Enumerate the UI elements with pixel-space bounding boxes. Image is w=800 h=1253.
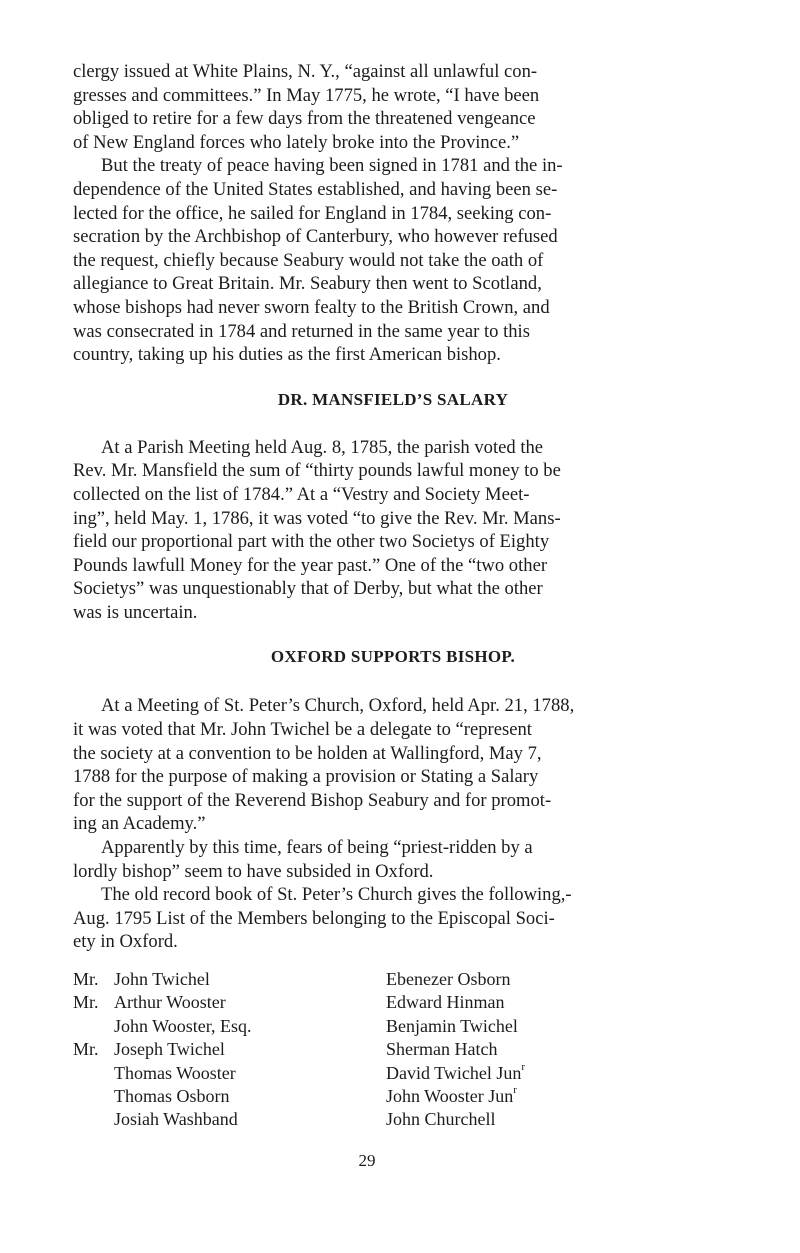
page-number: 29 bbox=[358, 1151, 376, 1170]
text-line: ety in Oxford. bbox=[73, 931, 178, 953]
book-page bbox=[73, 60, 713, 1138]
paragraph-seabury-consecration bbox=[73, 154, 713, 366]
member-name: John Wooster, Esq. bbox=[114, 1015, 252, 1036]
member-list bbox=[73, 968, 713, 1138]
member-title: Mr. bbox=[73, 969, 99, 989]
member-title: Mr. bbox=[73, 1039, 99, 1060]
paragraph-seabury-clergy bbox=[73, 60, 713, 154]
member-entry bbox=[386, 1062, 706, 1085]
text-line: field our proportional part with the other two Societys of Eighty bbox=[73, 531, 550, 553]
text-line: Pounds lawfull Money for the year past.” One of the “two other bbox=[73, 554, 548, 576]
text-line: allegiance to Great Britain. Mr. Seabury then went to Scotland, bbox=[73, 273, 542, 295]
member-entry bbox=[386, 991, 706, 1014]
member-name: Benjamin Twichel bbox=[386, 1015, 518, 1036]
paragraph-record-book bbox=[73, 883, 713, 954]
text-line: the society at a convention to be holden at Wallingford, May 7, bbox=[73, 742, 542, 764]
member-name: Sherman Hatch bbox=[386, 1039, 498, 1060]
text-line: Aug. 1795 List of the Members belonging to the Episcopal Soci- bbox=[73, 907, 555, 929]
text-line: was consecrated in 1784 and returned in the same year to this bbox=[73, 320, 530, 342]
member-column-left bbox=[73, 968, 373, 1132]
member-entry bbox=[73, 1085, 373, 1108]
member-entry bbox=[73, 991, 373, 1014]
member-name: Joseph Twichel bbox=[114, 1039, 225, 1060]
text-line: ing”, held May. 1, 1786, it was voted “to give the Rev. Mr. Mans- bbox=[73, 507, 561, 529]
text-line: Apparently by this time, fears of being “priest-ridden by a bbox=[101, 837, 533, 859]
text-line: the request, chiefly because Seabury would not take the oath of bbox=[73, 249, 544, 271]
member-name: Arthur Wooster bbox=[114, 992, 226, 1013]
member-name: Edward Hinman bbox=[386, 992, 505, 1013]
member-entry bbox=[73, 1038, 373, 1061]
member-entry bbox=[386, 1085, 706, 1108]
text-line: Rev. Mr. Mansfield the sum of “thirty pounds lawful money to be bbox=[73, 460, 561, 482]
section-heading-oxford-supports-bishop: OXFORD SUPPORTS BISHOP. bbox=[270, 647, 516, 667]
member-suffix: r bbox=[513, 1084, 517, 1097]
text-line: obliged to retire for a few days from the threatened vengeance bbox=[73, 108, 536, 130]
member-name: David Twichel Jun bbox=[386, 1062, 522, 1083]
member-entry bbox=[386, 1038, 706, 1061]
text-line: country, taking up his duties as the first American bishop. bbox=[73, 344, 501, 366]
text-line: The old record book of St. Peter’s Church gives the following,- bbox=[101, 884, 572, 906]
member-name: Thomas Wooster bbox=[114, 1062, 236, 1083]
text-line: Societys” was unquestionably that of Derby, but what the other bbox=[73, 578, 543, 600]
text-line: dependence of the United States established, and having been se- bbox=[73, 178, 558, 200]
member-entry bbox=[386, 1108, 706, 1131]
member-name: John Twichel bbox=[114, 969, 210, 989]
text-line: whose bishops had never sworn fealty to the British Crown, and bbox=[73, 296, 550, 318]
text-line: lected for the office, he sailed for England in 1784, seeking con- bbox=[73, 202, 552, 224]
member-title: Mr. bbox=[73, 992, 99, 1013]
text-line: lordly bishop” seem to have subsided in Oxford. bbox=[73, 860, 434, 882]
text-line: At a Parish Meeting held Aug. 8, 1785, the parish voted the bbox=[101, 436, 544, 458]
member-name: Ebenezer Osborn bbox=[386, 969, 511, 989]
member-name: Josiah Washband bbox=[114, 1109, 238, 1130]
member-entry bbox=[73, 968, 373, 991]
text-line: secration by the Archbishop of Canterbury, who however refused bbox=[73, 226, 558, 248]
text-line: clergy issued at White Plains, N. Y., “against all unlawful con- bbox=[73, 61, 538, 82]
paragraph-priest-ridden bbox=[73, 836, 713, 883]
member-entry bbox=[73, 1108, 373, 1131]
text-line: for the support of the Reverend Bishop Seabury and for promot- bbox=[73, 789, 552, 811]
member-name: John Churchell bbox=[386, 1109, 496, 1130]
member-name: John Wooster Jun bbox=[386, 1086, 514, 1107]
text-line: But the treaty of peace having been signed in 1781 and the in- bbox=[101, 155, 563, 177]
text-line: collected on the list of 1784.” At a “Vestry and Society Meet- bbox=[73, 483, 530, 505]
member-column-right bbox=[386, 968, 706, 1132]
section-heading-mansfield-salary: DR. MANSFIELD’S SALARY bbox=[277, 389, 509, 409]
member-name: Thomas Osborn bbox=[114, 1086, 230, 1107]
text-line: of New England forces who lately broke into the Province.” bbox=[73, 131, 520, 153]
member-entry bbox=[386, 968, 706, 991]
text-line: gresses and committees.” In May 1775, he wrote, “I have been bbox=[73, 84, 540, 106]
text-line: ing an Academy.” bbox=[73, 813, 206, 835]
member-entry bbox=[386, 1015, 706, 1038]
text-line: it was voted that Mr. John Twichel be a delegate to “represent bbox=[73, 719, 532, 741]
member-entry bbox=[73, 1062, 373, 1085]
paragraph-parish-meeting bbox=[73, 436, 713, 625]
member-entry bbox=[73, 1015, 373, 1038]
member-suffix: r bbox=[521, 1060, 526, 1073]
text-line: At a Meeting of St. Peter’s Church, Oxford, held Apr. 21, 1788, bbox=[101, 695, 575, 717]
paragraph-st-peters-meeting bbox=[73, 694, 713, 836]
text-line: 1788 for the purpose of making a provision or Stating a Salary bbox=[73, 766, 539, 788]
text-line: was is uncertain. bbox=[73, 601, 198, 623]
